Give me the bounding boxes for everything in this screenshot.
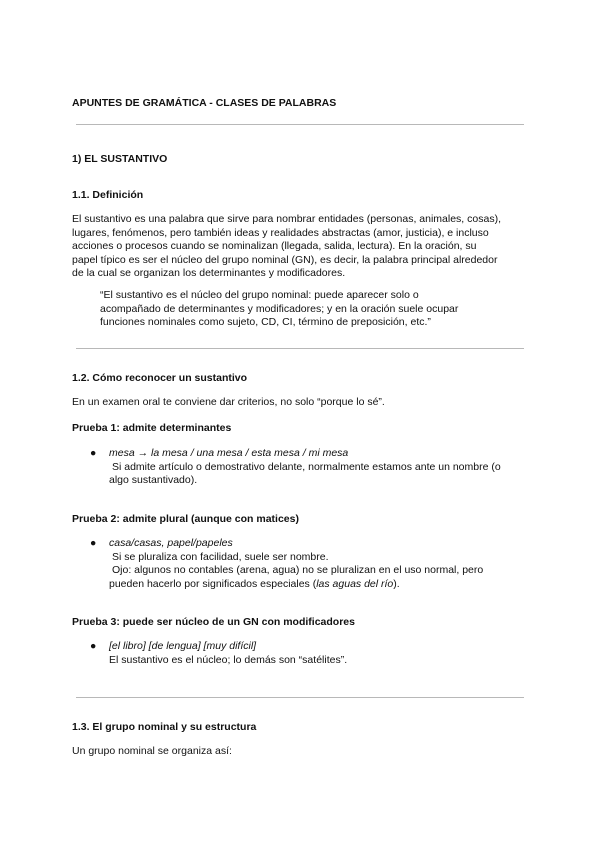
divider <box>76 124 524 125</box>
prueba-2-heading: Prueba 2: admite plural (aunque con matices) <box>72 513 299 525</box>
bullet-icon: ● <box>90 640 97 652</box>
bullet-icon: ● <box>90 447 97 459</box>
definition-paragraph <box>72 213 532 281</box>
subsection-heading-definicion: 1.1. Definición <box>72 189 144 201</box>
section-heading-sustantivo: 1) EL SUSTANTIVO <box>72 153 168 165</box>
paragraph-line: lugares, fenómenos, pero también ideas y realidades abstractas (amor, justicia), e incluso <box>72 226 489 239</box>
prueba-1-heading: Prueba 1: admite determinantes <box>72 422 232 434</box>
paragraph-line: acciones o procesos cuando se nominalizan (llegada, salida, lectura). En la oración, su <box>72 240 477 253</box>
prueba-3-heading: Prueba 3: puede ser núcleo de un GN con modificadores <box>72 616 355 628</box>
paragraph-line: de la cual se organizan los determinantes y modificadores. <box>72 267 346 280</box>
bullet-icon: ● <box>90 537 97 549</box>
quote-line: funciones nominales como sujeto, CD, CI, término de preposición, etc.” <box>100 316 431 329</box>
paragraph-line: papel típico es ser el núcleo del grupo nominal (GN), es decir, la palabra principal alrededor <box>72 253 498 266</box>
explanation-line: Ojo: algunos no contables (arena, agua) no se pluralizan en el uso normal, pero <box>112 564 484 577</box>
prueba-2-item <box>109 537 529 591</box>
explanation-line: Si se pluraliza con facilidad, suele ser nombre. <box>112 550 329 563</box>
explanation-line: El sustantivo es el núcleo; lo demás son “satélites”. <box>109 653 348 666</box>
divider <box>76 697 524 698</box>
explanation-line: pueden hacerlo por significados especiales (las aguas del río). <box>109 577 400 590</box>
subsection-heading-reconocer: 1.2. Cómo reconocer un sustantivo <box>72 372 248 384</box>
explanation-line: algo sustantivado). <box>109 474 198 487</box>
paragraph-line: El sustantivo es una palabra que sirve para nombrar entidades (personas, animales, cosas), <box>72 213 501 225</box>
example-text: mesa → la mesa / una mesa / esta mesa / mi mesa <box>109 447 349 459</box>
document-title: APUNTES DE GRAMÁTICA - CLASES DE PALABRAS <box>72 97 337 109</box>
subsection-heading-grupo-nominal: 1.3. El grupo nominal y su estructura <box>72 721 257 733</box>
example-text: casa/casas, papel/papeles <box>109 537 233 549</box>
prueba-1-item <box>109 447 529 488</box>
reconocer-intro: En un examen oral te conviene dar criterios, no solo “porque lo sé”. <box>72 396 385 408</box>
quote-line: acompañado de determinantes y modificadores; y en la oración suele ocupar <box>100 302 459 315</box>
example-text: [el libro] [de lengua] [muy difícil] <box>109 640 257 652</box>
quote-line: “El sustantivo es el núcleo del grupo nominal: puede aparecer solo o <box>100 289 419 301</box>
prueba-3-item <box>109 640 529 667</box>
definition-quote <box>100 289 520 330</box>
divider <box>76 348 524 349</box>
explanation-line: Si admite artículo o demostrativo delante, normalmente estamos ante un nombre (o <box>112 460 501 473</box>
grupo-nominal-intro: Un grupo nominal se organiza así: <box>72 745 232 757</box>
